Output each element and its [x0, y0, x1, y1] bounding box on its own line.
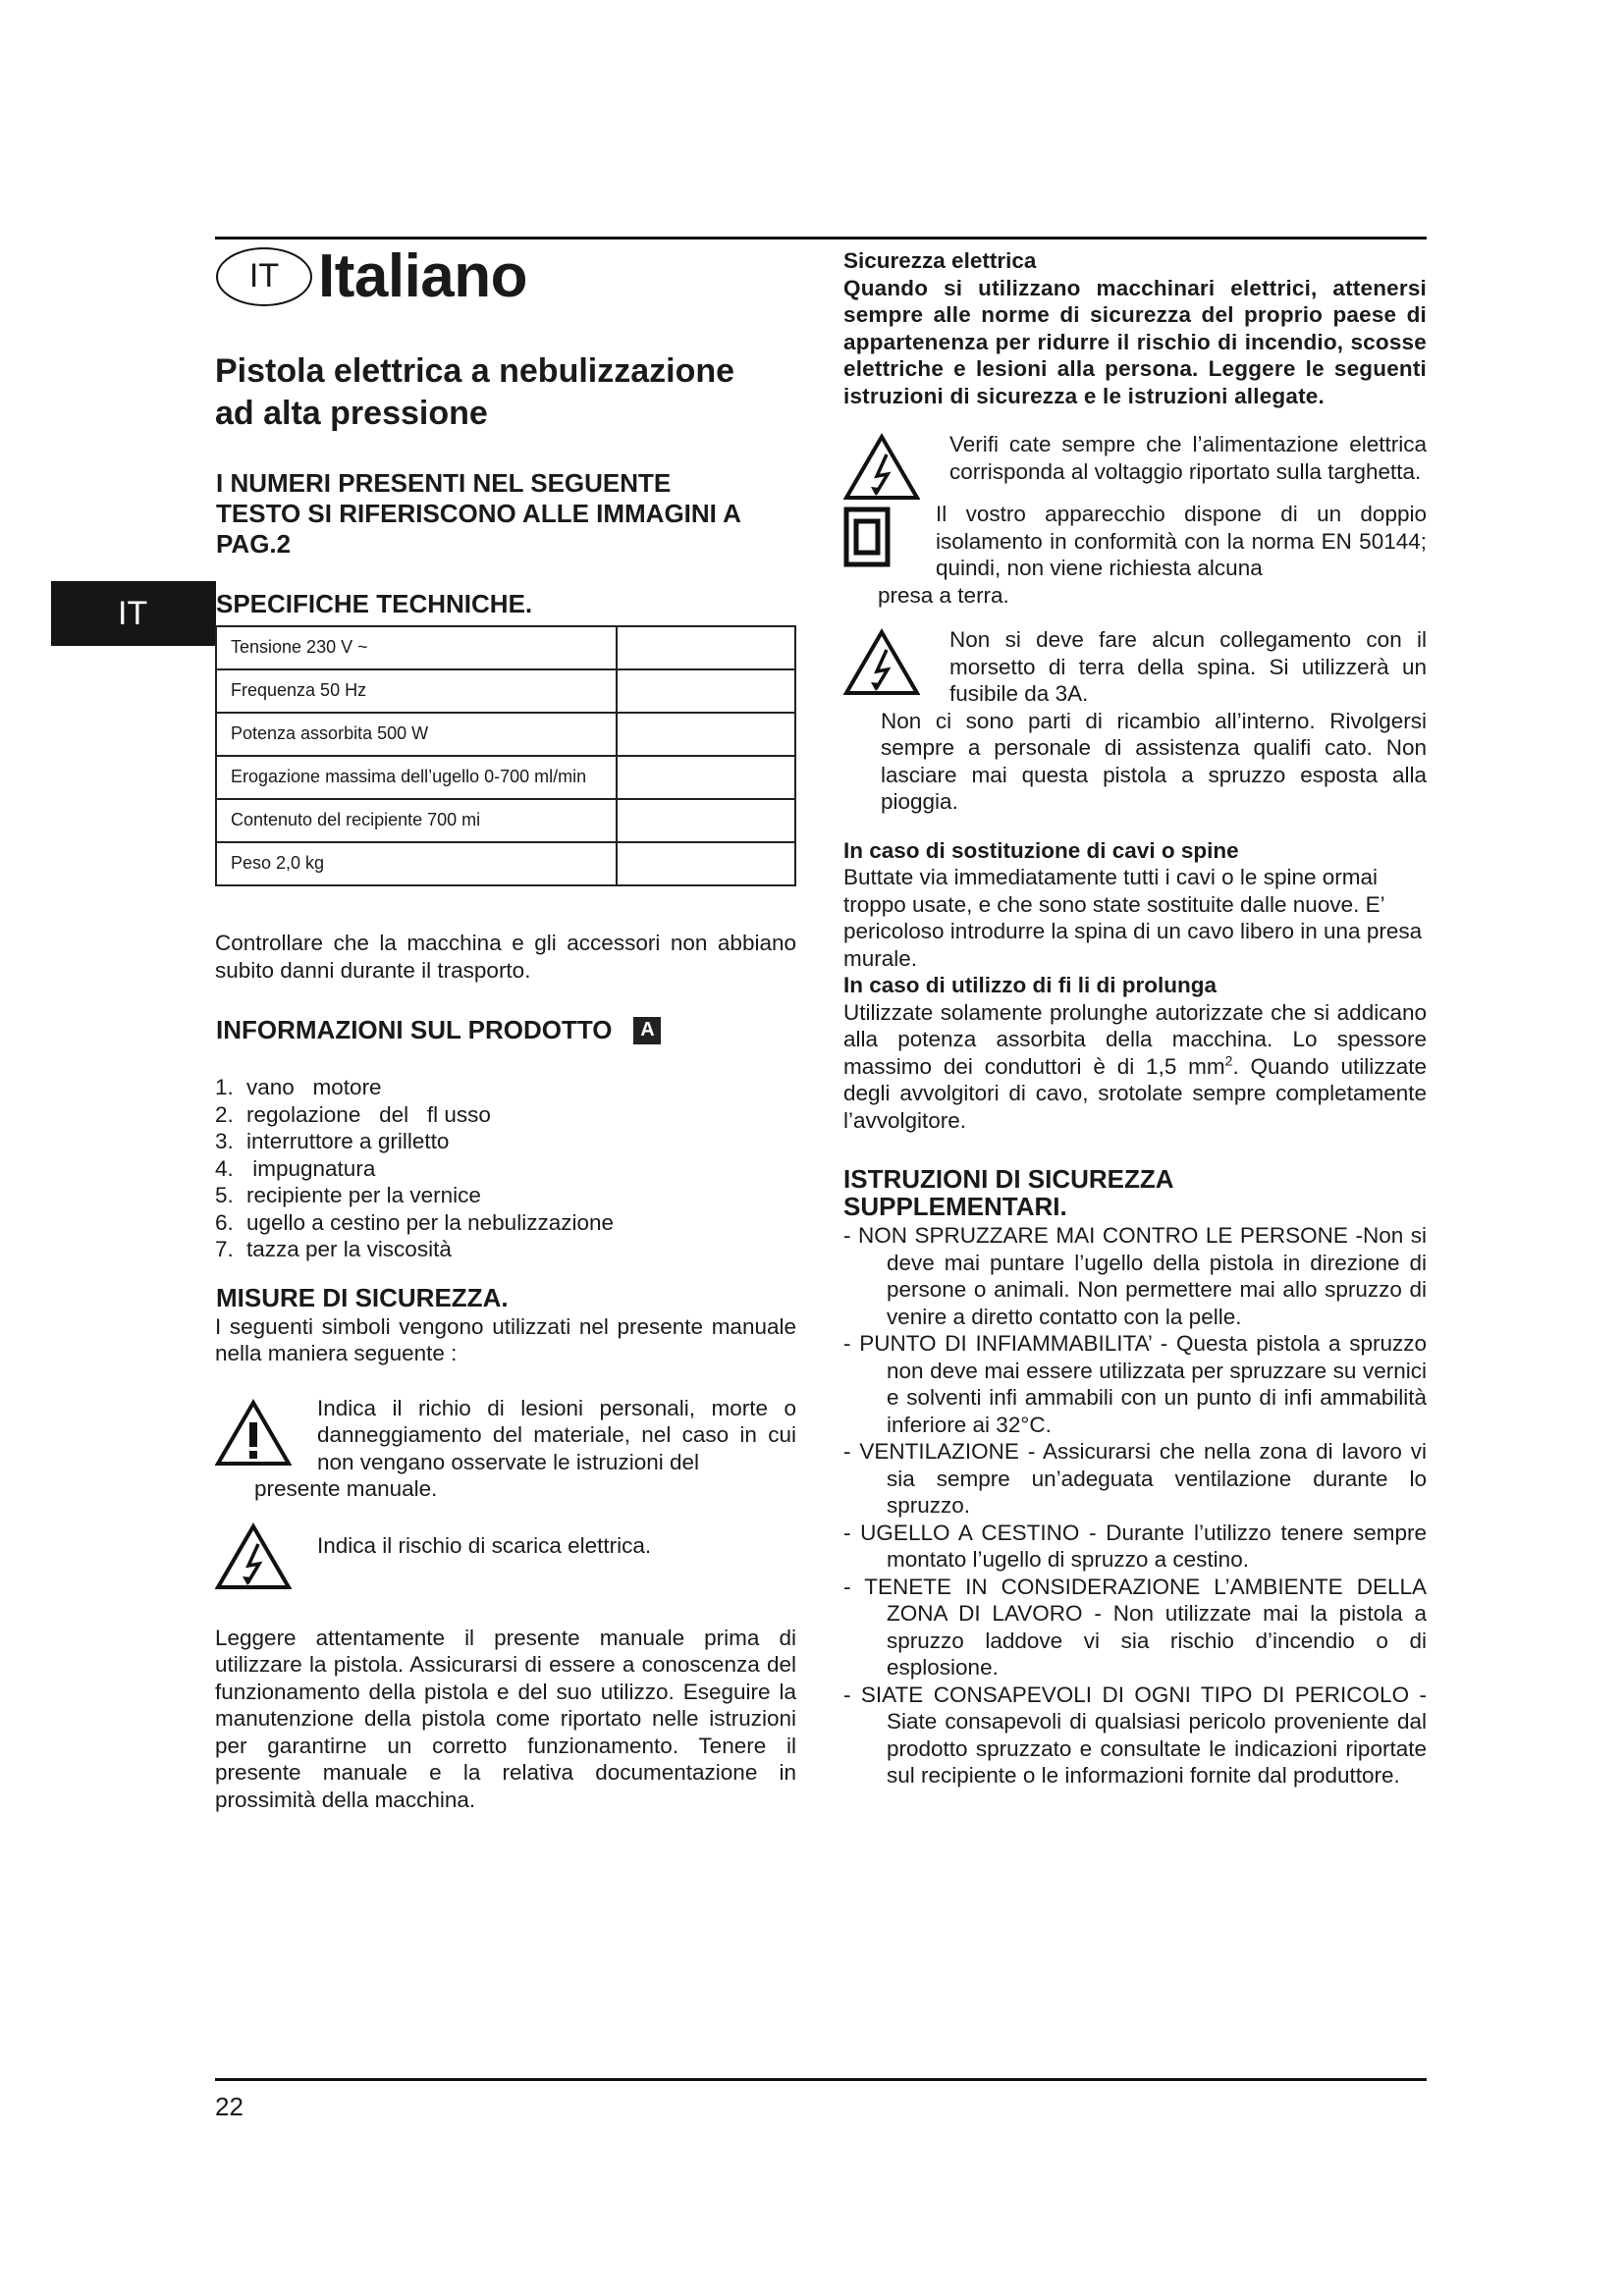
table-row: Tensione 230 V ~: [216, 626, 795, 669]
specs-heading: SPECIFICHE TECHNICHE.: [216, 589, 533, 618]
safety-measures-heading: MISURE DI SICUREZZA.: [216, 1282, 509, 1312]
figure-reference-note: I NUMERI PRESENTI NEL SEGUENTE TESTO SI RIFERISCONO ALLE IMMAGINI A PAG.2: [216, 468, 741, 559]
language-header: [215, 240, 796, 313]
electric-warning-block: Indica il rischio di scarica elettrica.: [215, 1522, 796, 1589]
electric-shock-icon: [215, 1522, 292, 1591]
read-manual-text: Leggere attentamente il presente manuale prima di utilizzare la pistola. Assicurarsi di essere a conoscenza del funzionamento della pistola e del suo utilizzo. Eseguire la manutenzione della pistola come riportato nelle istruzioni per garantirne un corretto funzionamento. Tenere il presente manuale e la relativa documentazione in prossimità della macchina.: [215, 1625, 796, 1812]
symbols-intro: I seguenti simboli vengono utilizzati nel presente manuale nella maniera seguente :: [215, 1313, 796, 1365]
cable-replacement-text: Buttate via immediatamente tutti i cavi o le spine ormai troppo usate, e che sono state sostituite dalle nuove. E’ pericoloso introdurre la spina di un cavo libero in una presa murale.: [843, 865, 1423, 971]
list-item: - UGELLO A CESTINO - Durante l’utilizzo tenere sempre montato l’ugello di spruzzo a cestino.: [843, 1520, 1427, 1572]
transport-check-text: Controllare che la macchina e gli accessori non abbiano subito danni durante il trasporto.: [215, 931, 796, 983]
language-title: Italiano: [318, 242, 528, 310]
safety-instructions-list: [843, 1222, 1427, 1789]
list-item: - VENTILAZIONE - Assicurarsi che nella zona di lavoro vi sia sempre un’adeguata ventilazione durante lo spruzzo.: [843, 1439, 1427, 1518]
product-info-heading: INFORMAZIONI SUL PRODOTTO A: [216, 1015, 796, 1045]
electric-shock-icon: [843, 433, 920, 502]
voltage-check-block: Verifi cate sempre che l’alimentazione elettrica corrisponda al voltaggio riportato sulla targhetta.: [843, 431, 1427, 485]
right-column: [843, 247, 1427, 1789]
list-item: 1. vano motore: [215, 1075, 382, 1099]
list-item: 2. regolazione del fl usso: [215, 1101, 491, 1127]
list-item: 3. interruttore a grilletto: [215, 1129, 450, 1153]
list-item: - SIATE CONSAPEVOLI DI OGNI TIPO DI PERICOLO - Siate consapevoli di qualsiasi pericolo proveniente dal prodotto spruzzato e consultate le indicazioni riportate sul recipiente o le informazioni fornite dal produttore.: [843, 1682, 1427, 1788]
specs-table: [215, 625, 796, 886]
bottom-rule: [215, 2078, 1427, 2081]
left-column: [215, 240, 796, 1813]
cable-replacement-heading: In caso di sostituzione di cavi o spine: [843, 837, 1239, 863]
table-row: Contenuto del recipiente 700 mi: [216, 799, 795, 842]
list-item: 6. ugello a cestino per la nebulizzazione: [215, 1209, 614, 1235]
list-item: - NON SPRUZZARE MAI CONTRO LE PERSONE -Non si deve mai puntare l’ugello della pistola in direzione di persone o animali. Non permettere mai allo spruzzo di venire a diretto contatto con la pelle.: [843, 1223, 1427, 1329]
list-item: - TENETE IN CONSIDERAZIONE L’AMBIENTE DELLA ZONA DI LAVORO - Non utilizzate mai la pistola a spruzzo laddove vi sia rischio d’incendio o di esplosione.: [843, 1574, 1427, 1680]
language-code-oval: IT: [216, 247, 312, 306]
extension-cord-heading: In caso di utilizzo di fi li di prolunga: [843, 973, 1217, 997]
figure-a-badge: A: [633, 1017, 661, 1044]
table-row: Frequenza 50 Hz: [216, 669, 795, 713]
warning-triangle-icon: [215, 1399, 292, 1468]
page-number: 22: [215, 2092, 244, 2121]
top-rule: [215, 237, 1427, 240]
table-row: Erogazione massima dell’ugello 0-700 ml/min: [216, 756, 795, 799]
additional-safety-heading: ISTRUZIONI DI SICUREZZA SUPPLEMENTARI.: [843, 1164, 1174, 1221]
electrical-safety-intro: Quando si utilizzano macchinari elettrici, attenersi sempre alle norme di sicurezza del proprio paese di appartenenza per ridurre il rischio di incendio, scosse elettriche e lesioni alla persona. Leggere le seguenti istruzioni di sicurezza e le istruzioni allegate.: [843, 275, 1427, 408]
electric-shock-icon: [843, 628, 920, 697]
list-item: - PUNTO DI INFIAMMABILITA’ - Questa pistola a spruzzo non deve mai essere utilizzata per spruzzare su vernici e solventi infi ammabili con un punto di infi ammabilità inferiore ai 32°C.: [843, 1331, 1427, 1437]
table-row: Peso 2,0 kg: [216, 842, 795, 885]
extension-cord-text: Utilizzate solamente prolunghe autorizzate che si addicano alla potenza assorbita della macchina. Lo spessore massimo dei conduttori è di 1,5 $mm^2$. Quando utilizzate degli avvolgitori di cavo, srotolate sempre completamente l’avvolgitore.: [843, 999, 1427, 1133]
earth-terminal-block: Non si deve fare alcun collegamento con il morsetto di terra della spina. Si utilizzerà un fusibile da 3A. Non ci sono parti di ricambio all’interno. Rivolgersi sempre a personale di assistenza qualifi cato. Non lasciare mai questa pistola a spruzzo esposta alla pioggia.: [843, 626, 1427, 816]
double-insulation-icon: [843, 507, 891, 567]
document-title: Pistola elettrica a nebulizzazione ad alta pressione: [215, 352, 735, 432]
parts-list: [215, 1074, 796, 1263]
electrical-safety-heading: Sicurezza elettrica: [843, 248, 1037, 273]
general-warning-block: Indica il richio di lesioni personali, morte o danneggiamento del materiale, nel caso in cui non vengano osservate le istruzioni del presente manuale.: [215, 1395, 796, 1503]
language-side-tab: IT: [51, 581, 216, 646]
list-item: 7. tazza per la viscosità: [215, 1237, 452, 1261]
table-row: Potenza assorbita 500 W: [216, 713, 795, 756]
list-item: 4. impugnatura: [215, 1155, 376, 1181]
double-insulation-block: Il vostro apparecchio dispone di un doppio isolamento in conformità con la norma EN 50144; quindi, non viene richiesta alcuna presa a terra.: [843, 501, 1427, 609]
list-item: 5. recipiente per la vernice: [215, 1183, 481, 1207]
